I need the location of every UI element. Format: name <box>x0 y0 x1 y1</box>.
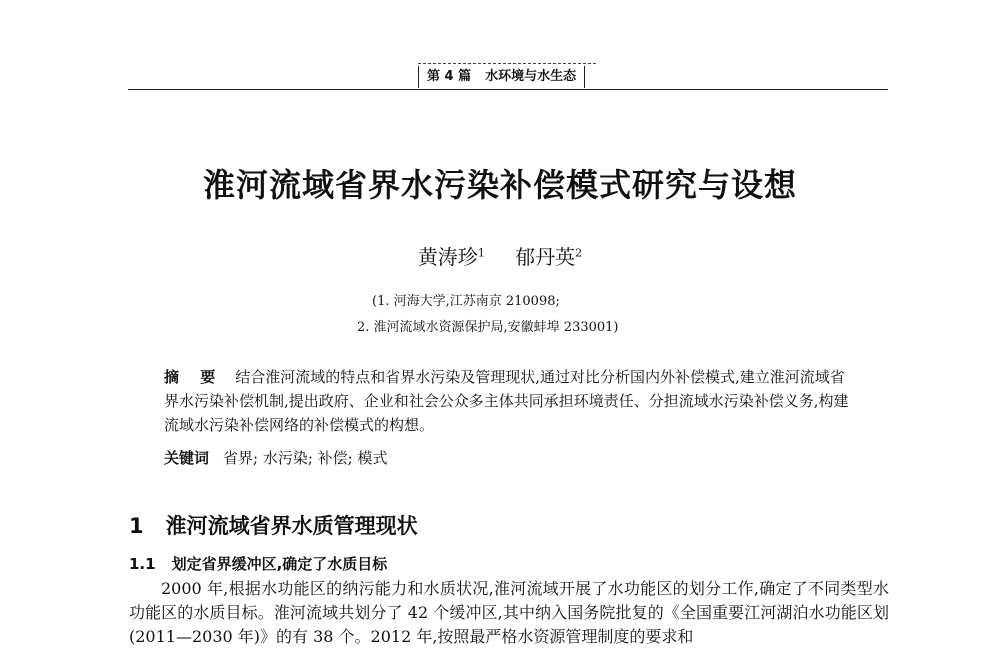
author-list <box>0 241 1000 270</box>
subsection-heading <box>129 553 387 574</box>
section-title: 淮河流域省界水质管理现状 <box>165 514 418 538</box>
keywords <box>164 447 387 468</box>
abstract <box>164 365 856 437</box>
author-1-affil-mark: 1 <box>477 246 485 260</box>
affiliation-1: (1. 河海大学,江苏南京 210098; <box>372 294 560 309</box>
running-header <box>418 66 585 88</box>
body-paragraph: 2000 年,根据水功能区的纳污能力和水质状况,淮河流域开展了水功能区的划分工作,确定了不同类型水功能区的水质目标。淮河流域共划分了 42 个缓冲区,其中纳入国务院批复的《全国重要江河湖泊水功能区划(2011—2030 年)》的有 38 个。2012 年,按照最严格水资源管理制度的要求和 <box>129 579 889 646</box>
subsection-number: 1.1 <box>129 555 156 573</box>
header-top-rule <box>418 63 596 64</box>
author-2-affil-mark: 2 <box>575 246 583 260</box>
keywords-label: 关键词 <box>164 449 210 467</box>
author-1-name: 黄涛珍 <box>417 245 478 269</box>
paper-title: 淮河流域省界水污染补偿模式研究与设想 <box>202 166 797 204</box>
author-2-name: 郁丹英 <box>515 245 576 269</box>
running-header-chapter: 第 4 篇 <box>427 69 472 84</box>
subsection-title: 划定省界缓冲区,确定了水质目标 <box>171 555 388 573</box>
abstract-text: 结合淮河流域的特点和省界水污染及管理现状,通过对比分析国内外补偿模式,建立淮河流域省界水污染补偿机制,提出政府、企业和社会公众多主体共同承担环境责任、分担流域水污染补偿义务,构建流域水污染补偿网络的补偿模式的构想。 <box>164 368 849 434</box>
author-2 <box>515 245 582 269</box>
abstract-label: 摘 要 <box>164 368 224 386</box>
affiliation-2: 2. 淮河流域水资源保护局,安徽蚌埠 233001) <box>357 320 619 335</box>
author-1 <box>418 245 485 269</box>
section-heading <box>129 510 418 540</box>
section-number: 1 <box>129 514 144 538</box>
running-header-topic: 水环境与水生态 <box>485 69 577 84</box>
header-rule <box>128 89 888 90</box>
keywords-text: 省界; 水污染; 补偿; 模式 <box>223 449 388 467</box>
